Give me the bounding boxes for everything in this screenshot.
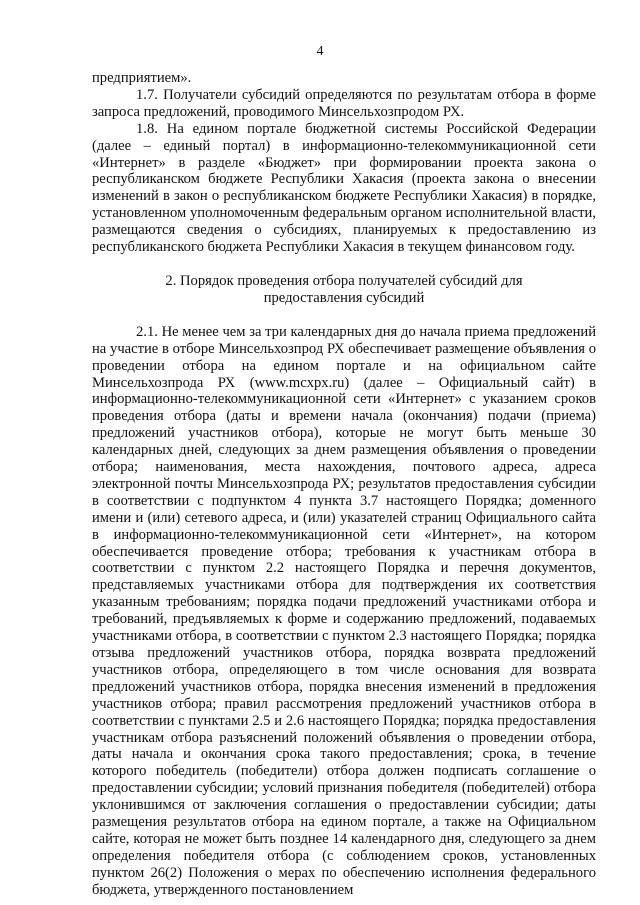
document-body [92,70,596,899]
paragraph-1-8: 1.8. На едином портале бюджетной системы Российской Федерации (далее – единый портал) в информационно-телекоммуникационной сети «Интернет» в разделе «Бюджет» при формировании проекта закона о республиканском бюджете Республики Хакасия (проекта закона о внесении изменений в закон о республиканском бюджете Республики Хакасия) в порядке, установленном уполномоченным федеральным органом исполнительной власти, размещаются сведения о субсидиях, планируемых к предоставлению из республиканского бюджета Республики Хакасия в текущем финансовом году. [92,120,596,256]
paragraph-continuation: предприятием». [92,70,192,86]
page-number: 4 [316,44,324,59]
paragraph-2-1: 2.1. Не менее чем за три календарных дня до начала приема предложений на участие в отборе Минсельхозпрод РХ обеспечивает размещение объявления о проведении отбора на едином портале и на официальном сайте Минсельхозпрода РХ (www.mcxpx.ru) (далее – Официальный сайт) в информационно-телекоммуникационной сети «Интернет» с указанием сроков проведения отбора (даты и времени начала (окончания) подачи (приема) предложений участников отбора), которые не могут быть меньше 30 календарных дней, следующих за днем размещения объявления о проведении отбора; наименования, места нахождения, почтового адреса, адреса электронной почты Минсельхозпрода РХ; результатов предоставления субсидии в соответствии с подпунктом 4 пункта 3.7 настоящего Порядка; доменного имени и (или) сетевого адреса, и (или) указателей страниц Официального сайта в информационно-телекоммуникационной сети «Интернет», на котором обеспечивается проведение отбора; требования к участникам отбора в соответствии с пунктом 2.2 настоящего Порядка и перечня документов, представляемых участниками отбора для подтверждения их соответствия указанным требованиям; порядка подачи предложений участниками отбора и требований, предъявляемых к форме и содержанию предложений, подаваемых участниками отбора, в соответствии с пунктом 2.3 настоящего Порядка; порядка отзыва предложений участников отбора, порядка возврата предложений участников отбора, определяющего в том числе основания для возврата предложений участников отбора, порядка внесения изменений в предложения участников отбора; правил рассмотрения предложений участников отбора в соответствии с пунктами 2.5 и 2.6 настоящего Порядка; порядка предоставления участникам отбора разъяснений положений объявления о проведении отбора, даты начала и окончания срока такого предоставления; срока, в течение которого победитель (победители) отбора должен подписать соглашение о предоставлении субсидии; условий признания победителя (победителей) отбора уклонившимся от заключения соглашения о предоставлении субсидии; даты размещения результатов отбора на едином портале, а также на Официальном сайте, которая не может быть позднее 14 календарного дня, следующего за днем определения победителя отбора (с соблюдением сроков, установленных пунктом 26(2) Положения о мерах по обеспечению исполнения федерального бюджета, утвержденного постановлением [92,323,596,898]
paragraph-1-7: 1.7. Получатели субсидий определяются по результатам отбора в форме запроса предложений, проводимого Минсельхозпродом РХ. [92,86,596,120]
section-heading: 2. Порядок проведения отбора получателей субсидий для предоставления субсидий [165,272,523,306]
